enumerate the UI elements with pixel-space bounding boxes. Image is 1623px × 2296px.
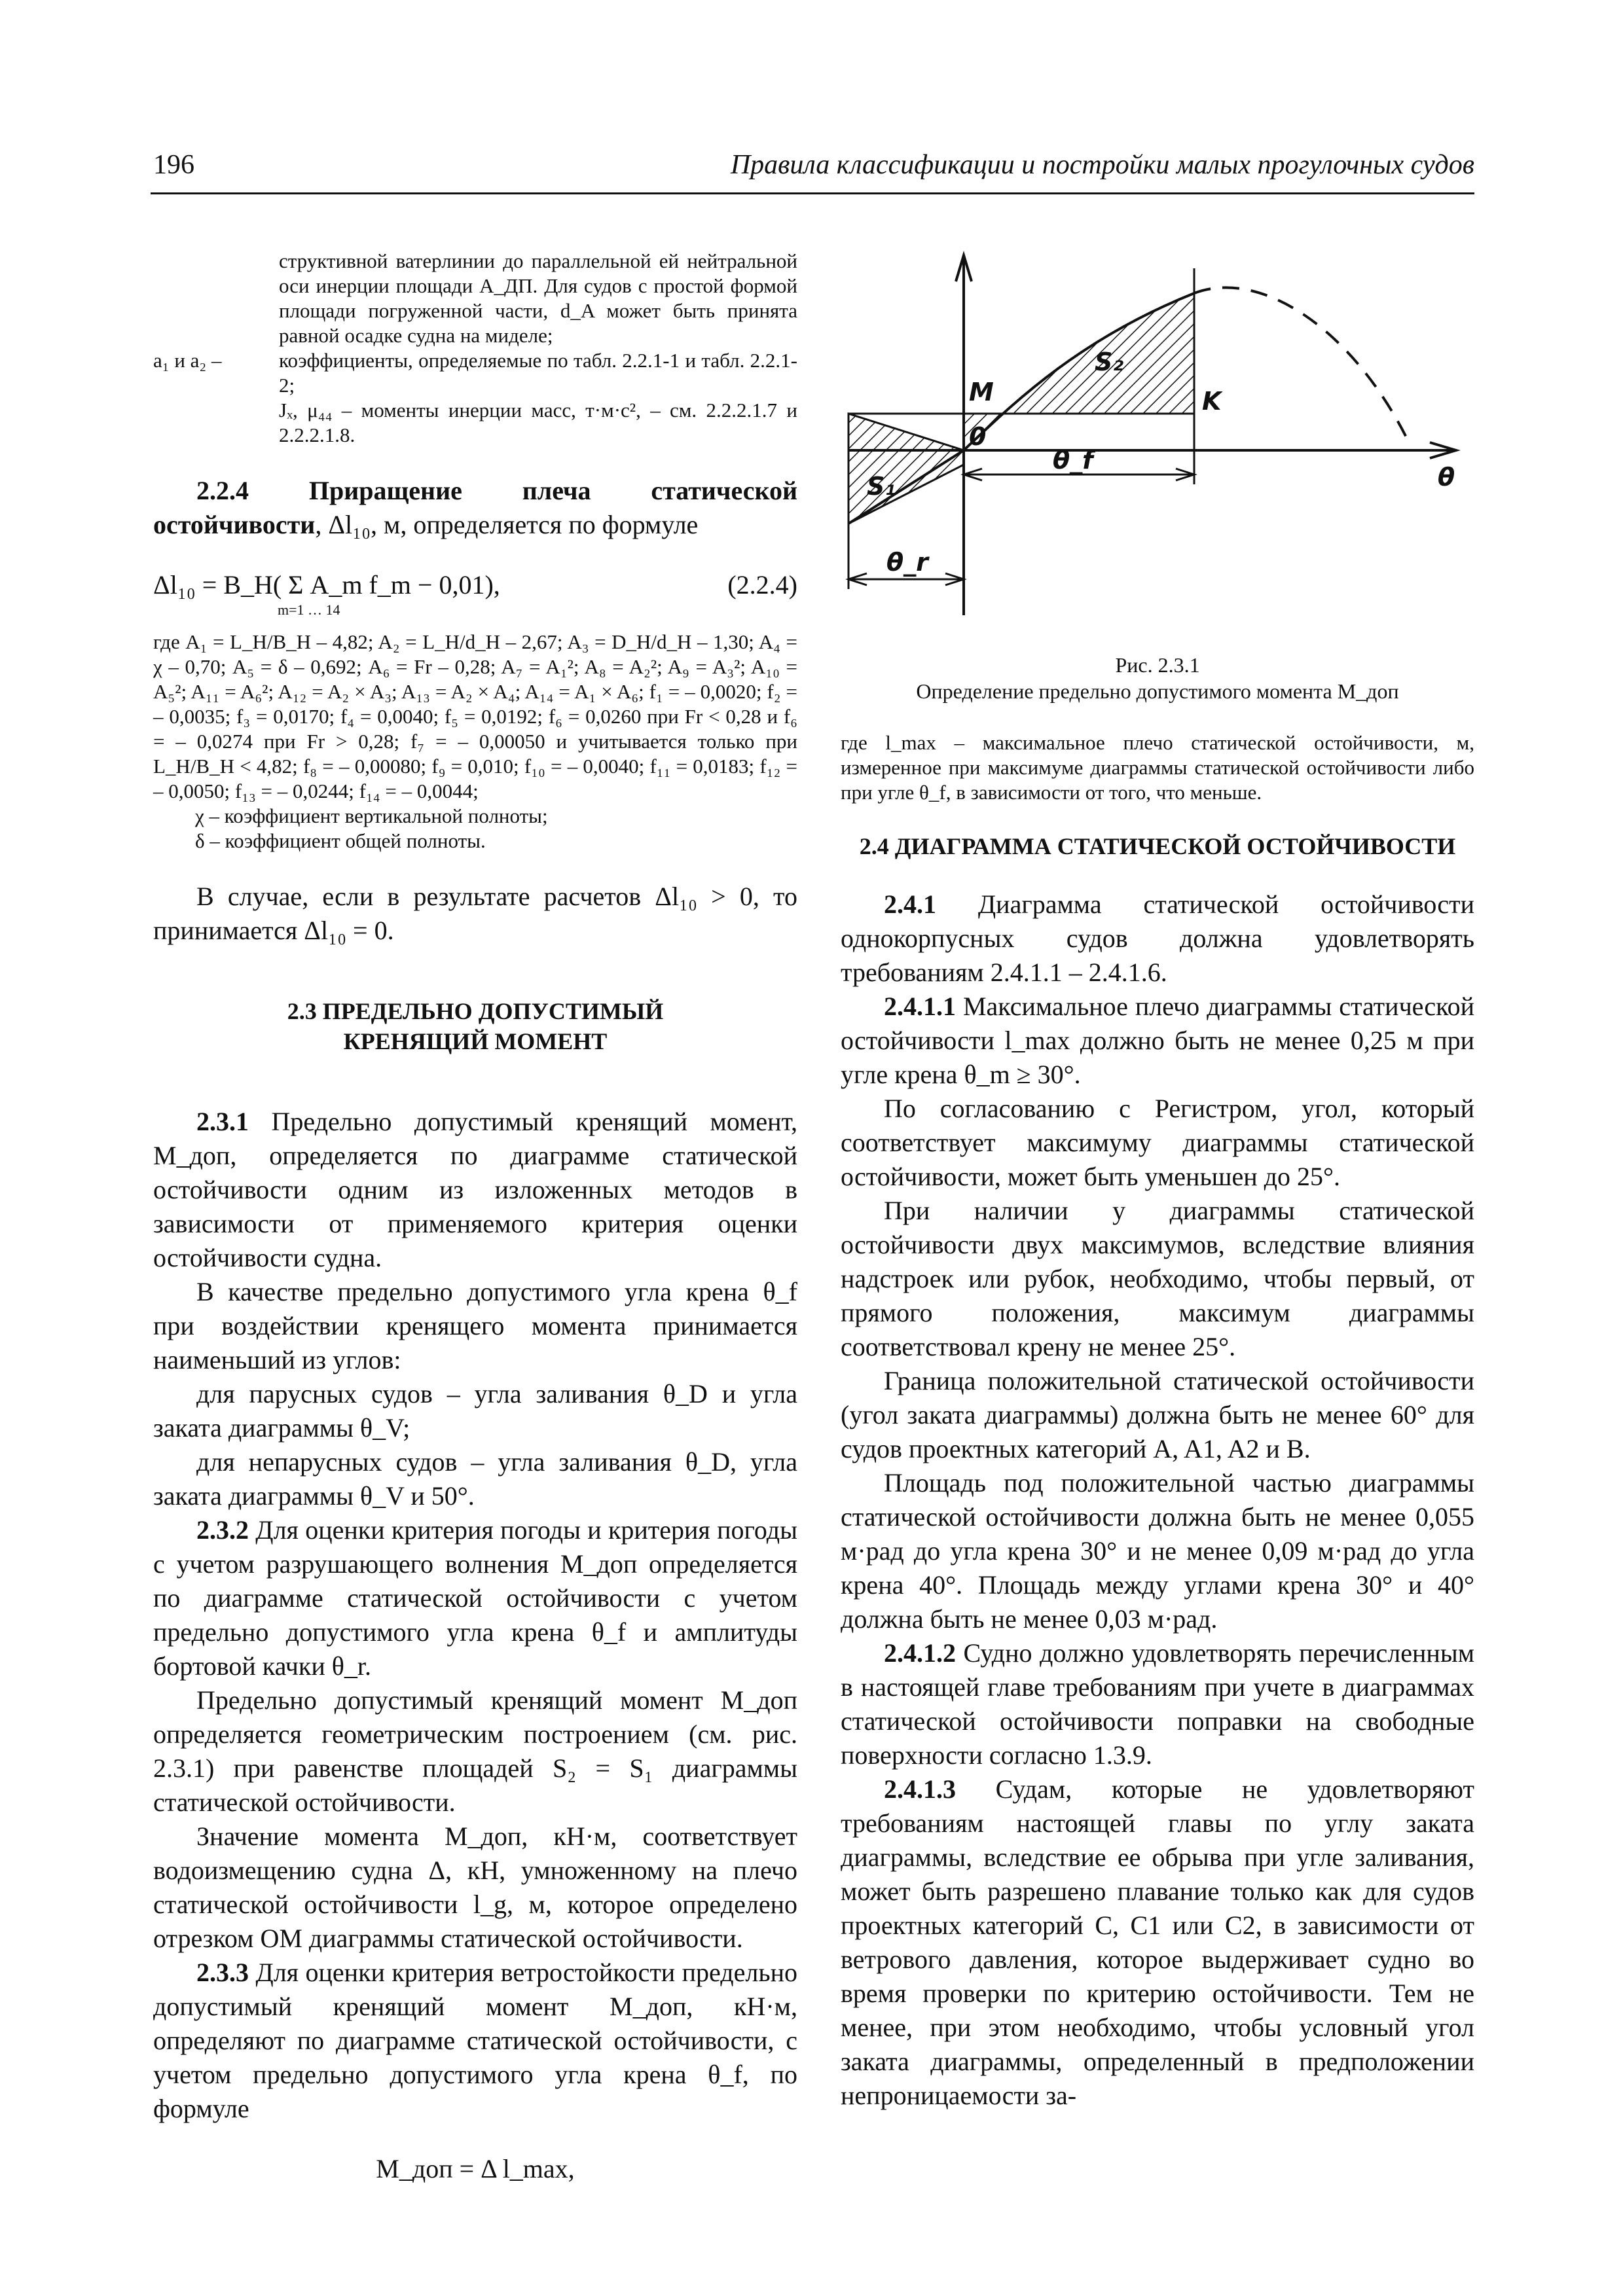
paragraph: По согласованию с Регистром, угол, который соответствует максимуму диаграммы статической остойчивости, может быть уменьшен до 25°.: [841, 1094, 1474, 1191]
paragraph-2-4-1-1: [841, 990, 1474, 1092]
paragraph-2-4-1-2: [841, 1636, 1474, 1772]
section-number: 2.4.1.2: [884, 1638, 956, 1668]
paragraph: При наличии у диаграммы статической остойчивости двух максимумов, вследствие влияния надстроек или рубок, необходимо, чтобы первый, от прямого положения, максимум диаграммы соответствовал крену не менее 25°.: [841, 1196, 1474, 1361]
chi-definition: χ – коэффициент вертикальной полноты;: [195, 804, 548, 827]
label-theta-f: θ_f: [1053, 446, 1093, 475]
definition-key: [153, 249, 279, 348]
definition-item: [153, 398, 797, 448]
paragraph-2-4-1: [841, 888, 1474, 990]
figure-2-3-1: [841, 249, 1474, 704]
paragraph-text: Диаграмма статической остойчивости однокорпусных судов должна удовлетворять требованиям 2.4.1.1 – 2.4.1.6.: [841, 889, 1474, 987]
paragraph-text: Предельно допустимый кренящий момент, M_доп, определяется по диаграмме статической остойчивости одним из изложенных методов в зависимости от применяемого критерия оценки остойчивости судна.: [153, 1107, 797, 1272]
section-title: Приращение плеча статической остойчивости: [153, 476, 798, 539]
paragraph-text: Максимальное плечо диаграммы статической остойчивости l_max должно быть не менее 0,25 м при угле крена θ_m ≥ 30°.: [841, 992, 1474, 1089]
paragraph-text: Судно должно удовлетворять перечисленным в настоящей главе требованиям при учете в диаграммах статической остойчивости поправки на свободные поверхности согласно 1.3.9.: [841, 1638, 1474, 1770]
definition-item: [153, 249, 797, 348]
running-title: Правила классификации и постройки малых прогулочных судов: [730, 150, 1474, 180]
paragraph: Значение момента M_доп, кН·м, соответствует водоизмещению судна Δ, кН, умноженному на плечо статической остойчивости l_g, м, которое определено отрезком OM диаграммы статической остойчивости.: [153, 1821, 797, 1953]
section-2-2-4: [153, 474, 797, 542]
right-column: [841, 249, 1474, 2113]
paragraph: для парусных судов – угла заливания θ_D и угла заката диаграммы θ_V;: [153, 1379, 797, 1443]
stability-curve-dashed: [1194, 287, 1408, 440]
paragraph: Площадь под положительной частью диаграммы статической остойчивости должна быть не менее 0,055 м·рад до угла крена 30° и не менее 0,09 м·рад до угла крена 40°. Площадь между углами крена 30° и 40° должна быть не менее 0,03 м·рад.: [841, 1468, 1474, 1634]
formula-number: (2.2.4): [727, 570, 797, 600]
paragraph-2-3-1: [153, 1105, 797, 1275]
definitions-list: [153, 249, 797, 448]
left-column: [153, 249, 797, 2186]
definition-text: коэффициенты, определяемые по табл. 2.2.1-1 и табл. 2.2.1-2;: [279, 349, 797, 397]
where-clause: где A₁ = L_H/B_H – 4,82; A₂ = L_H/d_H – 2,67; A₃ = D_H/d_H – 1,30; A₄ = χ – 0,70; A₅ = δ – 0,692; A₆ = Fr – 0,28; A₇ = A₁²; A₈ = A₂²; A₉ = A₃²; A₁₀ = A₅²; A₁₁ = A₆²; A₁₂ = A₂ × A₃; A₁₃ = A₂ × A₄; A₁₄ = A₁ × A₆; f₁ = – 0,0020; f₂ = – 0,0035; f₃ = 0,0170; f₄ = 0,0040; f₅ = 0,0192; f₆ = 0,0260 при Fr < 0,28 и f₆ = – 0,0274 при Fr > 0,28; f₇ = – 0,00050 и учитывается только при L_H/B_H < 4,82; f₈ = – 0,00080; f₉ = 0,010; f₁₀ = – 0,0040; f₁₁ = 0,0183; f₁₂ = – 0,0050; f₁₃ = – 0,0244; f₁₄ = – 0,0044;: [153, 630, 797, 802]
paragraph: В качестве предельно допустимого угла крена θ_f при воздействии кренящего момента принимается наименьший из углов:: [153, 1277, 797, 1374]
definition-text: структивной ватерлинии до параллельной ей нейтральной оси инерции площади A_ДП. Для судов с простой формой площади погруженной части, d_A может быть принята равной осадке судна на миделе;: [279, 249, 797, 347]
formula-expression: Δl₁₀ = B_H( Σ A_m f_m − 0,01),: [153, 570, 500, 600]
where-lmax: где l_max – максимальное плечо статической остойчивости, м, измеренное при максимуме диаграммы статической остойчивости либо при угле θ_f, в зависимости от того, что меньше.: [841, 731, 1474, 804]
definition-key: [153, 398, 279, 448]
label-theta: θ: [1438, 463, 1455, 492]
area-s1: [848, 414, 964, 524]
area-s2: [964, 293, 1194, 450]
label-s2: S₂: [1095, 348, 1124, 376]
section-number: 2.2.4: [196, 476, 249, 505]
paragraph-text: Для оценки критерия погоды и критерия погоды с учетом разрушающего волнения M_доп определяется по диаграмме статической остойчивости с учетом предельно допустимого угла крена θ_f и амплитуды бортовой качки θ_r.: [153, 1515, 797, 1681]
note-paragraph: В случае, если в результате расчетов Δl₁₀ > 0, то принимается Δl₁₀ = 0.: [153, 882, 797, 945]
section-number: 2.3.2: [196, 1515, 249, 1545]
section-number: 2.3.3: [196, 1958, 249, 1987]
label-k: K: [1202, 387, 1222, 416]
paragraph: для непарусных судов – угла заливания θ_D, угла заката диаграммы θ_V и 50°.: [153, 1447, 797, 1511]
section-heading-2-4: 2.4 ДИАГРАММА СТАТИЧЕСКОЙ ОСТОЙЧИВОСТИ: [859, 833, 1456, 859]
paragraph-2-3-2: [153, 1513, 797, 1683]
formula-m-dop: M_доп = Δ l_max,: [376, 2154, 575, 2183]
header-rule: [151, 192, 1474, 194]
paragraph-text: Судам, которые не удовлетворяют требованиям настоящей главы по углу заката диаграммы, вследствие ее обрыва при угле заливания, может быть разрешено плавание только как для судов проектных категорий C, C1 или C2, в зависимости от ветрового давления, которое выдерживает судно во время проверки по критерию остойчивости. Тем не менее, при этом необходимо, чтобы условный угол заката диаграммы, определенный в предположении непроницаемости за-: [841, 1774, 1474, 2110]
paragraph: Граница положительной статической остойчивости (угол заката диаграммы) должна быть не менее 60° для судов проектных категорий A, A1, A2 и B.: [841, 1366, 1474, 1463]
section-number: 2.3.1: [196, 1107, 249, 1136]
paragraph-text: Для оценки критерия ветростойкости предельно допустимый кренящий момент M_доп, кН·м, определяют по диаграмме статической остойчивости, с учетом предельно допустимого угла крена θ_f, по формуле: [153, 1958, 797, 2123]
formula-2-2-4: [153, 568, 797, 602]
section-heading-2-3: [153, 996, 797, 1056]
delta-definition: δ – коэффициент общей полноты.: [195, 829, 486, 852]
label-s1: S₁: [867, 472, 896, 501]
section-number: 2.4.1.1: [884, 992, 956, 1021]
paragraph-2-3-3: [153, 1956, 797, 2126]
label-m: M: [969, 378, 994, 406]
section-number: 2.4.1.3: [884, 1774, 956, 1804]
definition-text: Jₓ, μ₄₄ – моменты инерции масс, т·м·с², – см. 2.2.2.1.7 и 2.2.2.1.8.: [279, 399, 797, 446]
stability-diagram: [841, 249, 1474, 615]
label-theta-r: θ_r: [886, 548, 928, 577]
definition-key: a₁ и a₂ –: [153, 349, 222, 372]
paragraph-2-4-1-3: [841, 1772, 1474, 2113]
label-origin: 0: [969, 422, 987, 451]
paragraph: Предельно допустимый кренящий момент M_доп определяется геометрическим построением (см. рис. 2.3.1) при равенстве площадей S₂ = S₁ диаграммы статической остойчивости.: [153, 1685, 797, 1817]
section-number: 2.4.1: [884, 889, 936, 919]
heading-line: КРЕНЯЩИЙ МОМЕНТ: [343, 1028, 608, 1054]
heading-line: 2.3 ПРЕДЕЛЬНО ДОПУСТИМЫЙ: [287, 998, 664, 1024]
section-text: , Δl₁₀, м, определяется по формуле: [315, 510, 699, 539]
figure-caption-title: Определение предельно допустимого момента M_доп: [916, 679, 1399, 703]
formula-sum-limits: m=1 … 14: [278, 601, 340, 618]
definition-item: [153, 348, 797, 398]
page-number: 196: [153, 150, 194, 180]
figure-caption-number: Рис. 2.3.1: [1115, 653, 1200, 677]
